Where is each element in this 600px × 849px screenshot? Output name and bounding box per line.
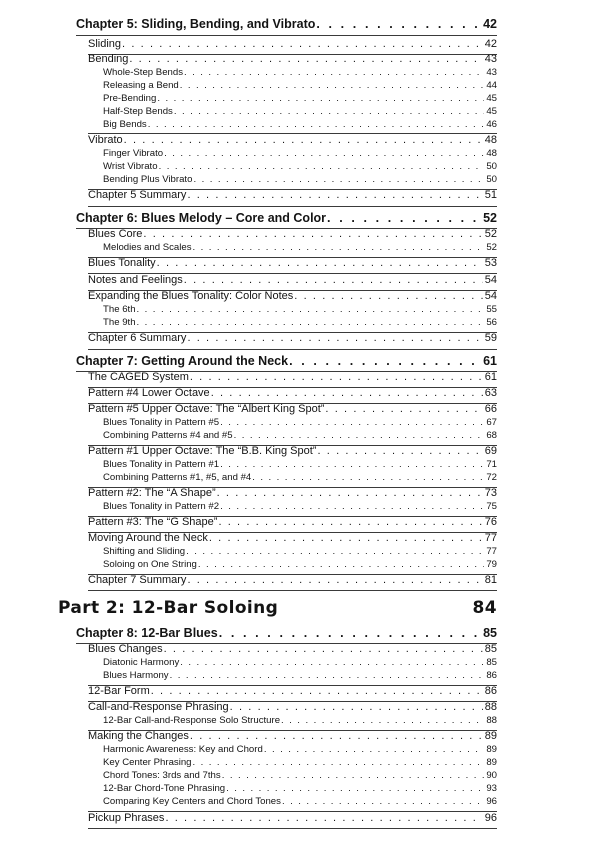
- chapter-entry[interactable]: [76, 18, 497, 31]
- sub-entry[interactable]: [103, 502, 497, 512]
- section-entry[interactable]: [88, 275, 497, 286]
- chapter-title: Chapter 6: Blues Melody – Core and Color: [76, 211, 327, 225]
- sub-entry[interactable]: [103, 305, 497, 315]
- page-number: 42: [483, 17, 497, 31]
- dot-leader: [180, 658, 484, 668]
- dot-leader: [220, 418, 484, 428]
- sub-title: The 6th: [103, 304, 136, 316]
- section-title: Pattern #1 Upper Octave: The “B.B. King Spot”: [88, 445, 317, 458]
- sub-entry[interactable]: [103, 243, 497, 253]
- sub-entry[interactable]: [103, 658, 497, 668]
- dot-leader: [122, 39, 483, 50]
- section-entry[interactable]: [88, 702, 497, 713]
- sub-title: 12-Bar Call-and-Response Solo Structure: [103, 715, 281, 727]
- dot-leader: [124, 135, 483, 146]
- dot-leader: [184, 275, 483, 286]
- chapter-entry[interactable]: [76, 355, 497, 368]
- section-entry[interactable]: [88, 372, 497, 383]
- dot-leader: [190, 731, 483, 742]
- sub-entry[interactable]: [103, 318, 497, 328]
- divider-rule: [88, 133, 497, 134]
- section-title: Vibrato: [88, 134, 123, 147]
- sub-title: Releasing a Bend: [103, 80, 179, 92]
- dot-leader: [151, 686, 483, 697]
- page-number: 89: [484, 730, 497, 743]
- dot-leader: [289, 355, 481, 368]
- dot-leader: [264, 745, 485, 755]
- section-entry[interactable]: [88, 190, 497, 201]
- sub-title: Harmonic Awareness: Key and Chord: [103, 744, 263, 756]
- page-number: 59: [484, 332, 497, 345]
- sub-title: Big Bends: [103, 119, 147, 131]
- dot-leader: [230, 702, 483, 713]
- page-number: 43: [484, 53, 497, 66]
- dot-leader: [187, 190, 482, 201]
- page-number: 61: [484, 371, 497, 384]
- page-number: 51: [484, 189, 497, 202]
- page-number: 50: [486, 174, 497, 186]
- dot-leader: [316, 18, 481, 31]
- sub-title: Combining Patterns #1, #5, and #4: [103, 472, 252, 484]
- section-title: Chapter 6 Summary: [88, 332, 187, 345]
- sub-entry[interactable]: [103, 418, 497, 428]
- chapter-entry[interactable]: [76, 212, 497, 225]
- sub-title: Blues Tonality in Pattern #2: [103, 501, 220, 513]
- divider-rule: [88, 349, 497, 350]
- dot-leader: [164, 644, 483, 655]
- sub-title: Key Center Phrasing: [103, 757, 192, 769]
- page-number: 52: [484, 228, 497, 241]
- dot-leader: [170, 671, 485, 681]
- section-title: Sliding: [88, 38, 122, 51]
- section-title: Making the Changes: [88, 730, 189, 743]
- sub-title: Pre-Bending: [103, 93, 157, 105]
- dot-leader: [294, 291, 482, 302]
- section-title: Blues Core: [88, 228, 143, 241]
- page-number: 56: [486, 317, 497, 329]
- section-title: Blues Changes: [88, 643, 163, 656]
- dot-leader: [174, 107, 484, 117]
- sub-entry[interactable]: [103, 473, 497, 483]
- sub-title: Comparing Key Centers and Chord Tones: [103, 796, 281, 808]
- section-entry[interactable]: [88, 135, 497, 146]
- section-entry[interactable]: [88, 39, 497, 50]
- page-number: 52: [483, 211, 497, 225]
- sub-entry[interactable]: [103, 81, 497, 91]
- dot-leader: [143, 229, 482, 240]
- page-number: 54: [484, 290, 497, 303]
- divider-rule: [88, 206, 497, 207]
- page-number: 86: [486, 670, 497, 682]
- sub-title: Chord Tones: 3rds and 7ths: [103, 770, 221, 782]
- sub-entry[interactable]: [103, 745, 497, 755]
- sub-title: Diatonic Harmony: [103, 657, 180, 669]
- page-number: 79: [486, 559, 497, 571]
- section-entry[interactable]: [88, 517, 497, 528]
- page-number: 68: [486, 430, 497, 442]
- dot-leader: [193, 758, 485, 768]
- chapter-title: Chapter 7: Getting Around the Neck: [76, 354, 289, 368]
- section-title: Notes and Feelings: [88, 274, 183, 287]
- page-number: 85: [484, 643, 497, 656]
- section-title: Chapter 5 Summary: [88, 189, 187, 202]
- dot-leader: [220, 502, 484, 512]
- chapter-title: Chapter 5: Sliding, Bending, and Vibrato: [76, 17, 316, 31]
- sub-entry[interactable]: [103, 175, 497, 185]
- sub-entry[interactable]: [103, 560, 497, 570]
- dot-leader: [325, 404, 482, 415]
- page-number: 90: [486, 770, 497, 782]
- sub-entry[interactable]: [103, 460, 497, 470]
- page-number: 55: [486, 304, 497, 316]
- dot-leader: [137, 305, 485, 315]
- section-entry[interactable]: [88, 333, 497, 344]
- chapter-title: Chapter 8: 12-Bar Blues: [76, 626, 218, 640]
- page-number: 81: [484, 574, 497, 587]
- sub-title: Blues Harmony: [103, 670, 169, 682]
- page-number: 72: [486, 472, 497, 484]
- page-number: 66: [484, 403, 497, 416]
- divider-rule: [88, 590, 497, 591]
- sub-entry[interactable]: [103, 68, 497, 78]
- section-entry[interactable]: [88, 291, 497, 302]
- section-entry[interactable]: [88, 388, 497, 399]
- section-title: Call-and-Response Phrasing: [88, 701, 229, 714]
- dot-leader: [193, 175, 484, 185]
- section-entry[interactable]: [88, 404, 497, 415]
- section-title: 12-Bar Form: [88, 685, 150, 698]
- sub-entry[interactable]: [103, 149, 497, 159]
- page-number: 76: [484, 516, 497, 529]
- dot-leader: [211, 388, 483, 399]
- page-number: 48: [484, 134, 497, 147]
- page-number: 86: [484, 685, 497, 698]
- page-number: 75: [486, 501, 497, 513]
- section-title: Bending: [88, 53, 129, 66]
- dot-leader: [217, 488, 483, 499]
- page-number: 44: [486, 80, 497, 92]
- page-number: 53: [484, 257, 497, 270]
- dot-leader: [327, 212, 481, 225]
- section-title: The CAGED System: [88, 371, 189, 384]
- sub-entry[interactable]: [103, 107, 497, 117]
- sub-entry[interactable]: [103, 671, 497, 681]
- dot-leader: [137, 318, 485, 328]
- section-title: Chapter 7 Summary: [88, 574, 187, 587]
- section-title: Expanding the Blues Tonality: Color Notes: [88, 290, 294, 303]
- section-entry[interactable]: [88, 575, 497, 586]
- page-number: 54: [484, 274, 497, 287]
- dot-leader: [186, 547, 484, 557]
- part-heading: [58, 598, 497, 618]
- section-entry[interactable]: [88, 731, 497, 742]
- page-number: 61: [483, 354, 497, 368]
- dot-leader: [252, 473, 484, 483]
- sub-title: The 9th: [103, 317, 136, 329]
- page-number: 52: [486, 242, 497, 254]
- part-page-number: 84: [472, 598, 497, 618]
- dot-leader: [220, 460, 484, 470]
- sub-entry[interactable]: [103, 120, 497, 130]
- page-number: 77: [484, 532, 497, 545]
- dot-leader: [187, 575, 482, 586]
- page-number: 93: [486, 783, 497, 795]
- sub-title: Wrist Vibrato: [103, 161, 158, 173]
- page-number: 42: [484, 38, 497, 51]
- page-number: 88: [486, 715, 497, 727]
- chapter-entry[interactable]: [76, 627, 497, 640]
- dot-leader: [222, 771, 485, 781]
- section-entry[interactable]: [88, 229, 497, 240]
- sub-title: Finger Vibrato: [103, 148, 164, 160]
- sub-title: Half-Step Bends: [103, 106, 173, 118]
- section-title: Pattern #5 Upper Octave: The “Albert King Spot”: [88, 403, 325, 416]
- section-title: Pickup Phrases: [88, 812, 165, 825]
- page-number: 67: [486, 417, 497, 429]
- page-number: 50: [486, 161, 497, 173]
- page-number: 96: [484, 812, 497, 825]
- divider-rule: [76, 35, 497, 36]
- section-entry[interactable]: [88, 533, 497, 544]
- sub-entry[interactable]: [103, 797, 497, 807]
- section-entry[interactable]: [88, 488, 497, 499]
- dot-leader: [190, 372, 483, 383]
- page-number: 89: [486, 744, 497, 756]
- sub-entry[interactable]: [103, 547, 497, 557]
- sub-title: Blues Tonality in Pattern #5: [103, 417, 220, 429]
- section-entry[interactable]: [88, 446, 497, 457]
- dot-leader: [317, 446, 482, 457]
- dot-leader: [219, 627, 481, 640]
- sub-title: 12-Bar Chord-Tone Phrasing: [103, 783, 226, 795]
- section-title: Pattern #4 Lower Octave: [88, 387, 210, 400]
- dot-leader: [157, 258, 483, 269]
- sub-entry[interactable]: [103, 771, 497, 781]
- divider-rule: [88, 828, 497, 829]
- dot-leader: [157, 94, 484, 104]
- page-number: 45: [486, 93, 497, 105]
- section-entry[interactable]: [88, 813, 497, 824]
- dot-leader: [184, 68, 484, 78]
- section-entry[interactable]: [88, 258, 497, 269]
- page-number: 77: [486, 546, 497, 558]
- page-number: 69: [484, 445, 497, 458]
- sub-title: Combining Patterns #4 and #5: [103, 430, 233, 442]
- sub-entry[interactable]: [103, 431, 497, 441]
- dot-leader: [129, 54, 482, 65]
- page-number: 43: [486, 67, 497, 79]
- dot-leader: [218, 517, 482, 528]
- part-title: Part 2: 12-Bar Soloing: [58, 598, 279, 618]
- section-title: Pattern #3: The “G Shape”: [88, 516, 218, 529]
- page-number: 88: [484, 701, 497, 714]
- dot-leader: [148, 120, 485, 130]
- section-title: Pattern #2: The “A Shape”: [88, 487, 216, 500]
- page-number: 85: [483, 626, 497, 640]
- page-number: 85: [486, 657, 497, 669]
- sub-title: Shifting and Sliding: [103, 546, 186, 558]
- dot-leader: [234, 431, 485, 441]
- dot-leader: [282, 797, 484, 807]
- sub-entry[interactable]: [103, 94, 497, 104]
- page-number: 71: [486, 459, 497, 471]
- dot-leader: [164, 149, 484, 159]
- dot-leader: [198, 560, 484, 570]
- dot-leader: [209, 533, 483, 544]
- page-number: 73: [484, 487, 497, 500]
- sub-entry[interactable]: [103, 758, 497, 768]
- page-number: 45: [486, 106, 497, 118]
- section-entry[interactable]: [88, 644, 497, 655]
- dot-leader: [180, 81, 485, 91]
- section-title: Blues Tonality: [88, 257, 156, 270]
- sub-entry[interactable]: [103, 716, 497, 726]
- section-title: Moving Around the Neck: [88, 532, 208, 545]
- page-number: 89: [486, 757, 497, 769]
- page-number: 96: [486, 796, 497, 808]
- sub-entry[interactable]: [103, 162, 497, 172]
- page-number: 46: [486, 119, 497, 131]
- sub-title: Bending Plus Vibrato: [103, 174, 193, 186]
- section-entry[interactable]: [88, 686, 497, 697]
- dot-leader: [193, 243, 485, 253]
- sub-entry[interactable]: [103, 784, 497, 794]
- dot-leader: [165, 813, 482, 824]
- page-number: 63: [484, 387, 497, 400]
- dot-leader: [159, 162, 485, 172]
- sub-title: Soloing on One String: [103, 559, 197, 571]
- page-number: 48: [486, 148, 497, 160]
- sub-title: Melodies and Scales: [103, 242, 192, 254]
- dot-leader: [281, 716, 484, 726]
- dot-leader: [187, 333, 482, 344]
- sub-title: Whole-Step Bends: [103, 67, 183, 79]
- sub-title: Blues Tonality in Pattern #1: [103, 459, 220, 471]
- section-entry[interactable]: [88, 54, 497, 65]
- dot-leader: [226, 784, 484, 794]
